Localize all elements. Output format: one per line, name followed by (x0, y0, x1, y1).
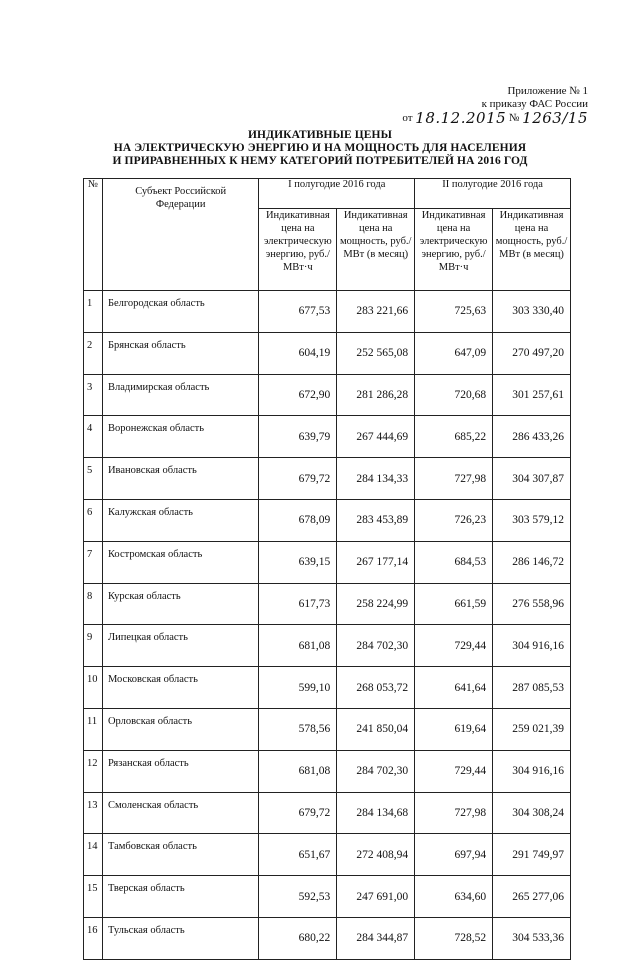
power-price-h2: 304 307,87 (493, 458, 571, 500)
row-number: 10 (84, 667, 103, 709)
power-price-h1: 272 408,94 (337, 834, 415, 876)
power-price-h2: 301 257,61 (493, 374, 571, 416)
table-row (84, 750, 571, 792)
region-name: Рязанская область (102, 750, 258, 792)
handwritten-number: 1263/15 (522, 109, 588, 127)
power-price-h2: 304 916,16 (493, 625, 571, 667)
row-number: 7 (84, 541, 103, 583)
table-row (84, 667, 571, 709)
table-row (84, 625, 571, 667)
price-table (83, 178, 571, 960)
power-price-h2: 287 085,53 (493, 667, 571, 709)
power-price-h1: 252 565,08 (337, 332, 415, 374)
region-name: Костромская область (102, 541, 258, 583)
power-price-h2: 265 277,06 (493, 876, 571, 918)
region-name: Липецкая область (102, 625, 258, 667)
energy-price-h2: 727,98 (415, 458, 493, 500)
energy-price-h2: 647,09 (415, 332, 493, 374)
energy-price-h2: 727,98 (415, 792, 493, 834)
power-price-h2: 303 330,40 (493, 291, 571, 333)
table-row (84, 541, 571, 583)
energy-price-h1: 651,67 (259, 834, 337, 876)
energy-price-h1: 617,73 (259, 583, 337, 625)
row-number: 8 (84, 583, 103, 625)
header-number: № (84, 179, 103, 291)
region-name: Владимирская область (102, 374, 258, 416)
power-price-h1: 281 286,28 (337, 374, 415, 416)
energy-price-h2: 684,53 (415, 541, 493, 583)
energy-price-h2: 697,94 (415, 834, 493, 876)
table-header-row (84, 179, 571, 209)
row-number: 2 (84, 332, 103, 374)
appendix-block (402, 85, 588, 125)
energy-price-h1: 680,22 (259, 917, 337, 959)
table-row (84, 708, 571, 750)
appendix-order-ref (402, 109, 588, 127)
table-body (84, 291, 571, 960)
energy-price-h2: 729,44 (415, 750, 493, 792)
row-number: 5 (84, 458, 103, 500)
power-price-h2: 303 579,12 (493, 499, 571, 541)
header-subject: Субъект Российской Федерации (102, 179, 258, 291)
row-number: 14 (84, 834, 103, 876)
header-half-2: II полугодие 2016 года (415, 179, 571, 209)
energy-price-h1: 578,56 (259, 708, 337, 750)
power-price-h2: 286 146,72 (493, 541, 571, 583)
from-label: от (402, 112, 413, 124)
region-name: Белгородская область (102, 291, 258, 333)
power-price-h1: 247 691,00 (337, 876, 415, 918)
energy-price-h2: 720,68 (415, 374, 493, 416)
power-price-h2: 286 433,26 (493, 416, 571, 458)
power-price-h1: 268 053,72 (337, 667, 415, 709)
subheader-energy-h2: Индикативная цена на электрическую энергию, руб./МВт·ч (415, 209, 493, 291)
title-line-2: НА ЭЛЕКТРИЧЕСКУЮ ЭНЕРГИЮ И НА МОЩНОСТЬ ДЛЯ НАСЕЛЕНИЯ (113, 142, 527, 154)
row-number: 16 (84, 917, 103, 959)
region-name: Тамбовская область (102, 834, 258, 876)
row-number: 4 (84, 416, 103, 458)
appendix-line-2: к приказу ФАС России (481, 98, 588, 110)
subheader-power-h1: Индикативная цена на мощность, руб./МВт (в месяц) (337, 209, 415, 291)
handwritten-date: 18.12.2015 (415, 109, 507, 127)
power-price-h2: 291 749,97 (493, 834, 571, 876)
table-row (84, 291, 571, 333)
appendix-line-1: Приложение № 1 (507, 85, 588, 97)
table-row (84, 583, 571, 625)
table-row (84, 792, 571, 834)
power-price-h1: 283 221,66 (337, 291, 415, 333)
title-line-1: ИНДИКАТИВНЫЕ ЦЕНЫ (247, 129, 392, 141)
table-row (84, 416, 571, 458)
region-name: Московская область (102, 667, 258, 709)
region-name: Смоленская область (102, 792, 258, 834)
energy-price-h1: 639,15 (259, 541, 337, 583)
power-price-h1: 284 702,30 (337, 625, 415, 667)
power-price-h2: 304 916,16 (493, 750, 571, 792)
power-price-h2: 276 558,96 (493, 583, 571, 625)
energy-price-h1: 677,53 (259, 291, 337, 333)
table-row (84, 917, 571, 959)
number-label: № (508, 112, 520, 124)
row-number: 3 (84, 374, 103, 416)
energy-price-h2: 661,59 (415, 583, 493, 625)
row-number: 11 (84, 708, 103, 750)
energy-price-h2: 619,64 (415, 708, 493, 750)
power-price-h1: 258 224,99 (337, 583, 415, 625)
energy-price-h1: 678,09 (259, 499, 337, 541)
table-row (84, 374, 571, 416)
power-price-h1: 284 344,87 (337, 917, 415, 959)
region-name: Тверская область (102, 876, 258, 918)
energy-price-h2: 685,22 (415, 416, 493, 458)
region-name: Воронежская область (102, 416, 258, 458)
energy-price-h1: 681,08 (259, 625, 337, 667)
energy-price-h1: 681,08 (259, 750, 337, 792)
energy-price-h1: 604,19 (259, 332, 337, 374)
region-name: Ивановская область (102, 458, 258, 500)
power-price-h2: 270 497,20 (493, 332, 571, 374)
header-half-1: I полугодие 2016 года (259, 179, 415, 209)
power-price-h1: 267 444,69 (337, 416, 415, 458)
title-line-3: И ПРИРАВНЕННЫХ К НЕМУ КАТЕГОРИЙ ПОТРЕБИТЕЛЕЙ НА 2016 ГОД (112, 155, 528, 167)
power-price-h1: 267 177,14 (337, 541, 415, 583)
subheader-power-h2: Индикативная цена на мощность, руб./МВт (в месяц) (493, 209, 571, 291)
row-number: 13 (84, 792, 103, 834)
subheader-energy-h1: Индикативная цена на электрическую энергию, руб./МВт·ч (259, 209, 337, 291)
power-price-h1: 284 702,30 (337, 750, 415, 792)
energy-price-h1: 639,79 (259, 416, 337, 458)
energy-price-h2: 728,52 (415, 917, 493, 959)
row-number: 12 (84, 750, 103, 792)
row-number: 1 (84, 291, 103, 333)
row-number: 9 (84, 625, 103, 667)
energy-price-h2: 641,64 (415, 667, 493, 709)
energy-price-h2: 729,44 (415, 625, 493, 667)
power-price-h2: 304 533,36 (493, 917, 571, 959)
document-title (0, 129, 640, 168)
table-row (84, 834, 571, 876)
region-name: Курская область (102, 583, 258, 625)
energy-price-h2: 725,63 (415, 291, 493, 333)
row-number: 6 (84, 499, 103, 541)
power-price-h1: 284 134,68 (337, 792, 415, 834)
power-price-h1: 241 850,04 (337, 708, 415, 750)
table-row (84, 458, 571, 500)
table-row (84, 332, 571, 374)
region-name: Орловская область (102, 708, 258, 750)
power-price-h1: 283 453,89 (337, 499, 415, 541)
energy-price-h1: 599,10 (259, 667, 337, 709)
region-name: Брянская область (102, 332, 258, 374)
region-name: Тульская область (102, 917, 258, 959)
energy-price-h2: 726,23 (415, 499, 493, 541)
energy-price-h1: 592,53 (259, 876, 337, 918)
table-row (84, 499, 571, 541)
region-name: Калужская область (102, 499, 258, 541)
power-price-h2: 304 308,24 (493, 792, 571, 834)
energy-price-h1: 672,90 (259, 374, 337, 416)
energy-price-h1: 679,72 (259, 792, 337, 834)
energy-price-h2: 634,60 (415, 876, 493, 918)
row-number: 15 (84, 876, 103, 918)
energy-price-h1: 679,72 (259, 458, 337, 500)
power-price-h1: 284 134,33 (337, 458, 415, 500)
table-row (84, 876, 571, 918)
power-price-h2: 259 021,39 (493, 708, 571, 750)
